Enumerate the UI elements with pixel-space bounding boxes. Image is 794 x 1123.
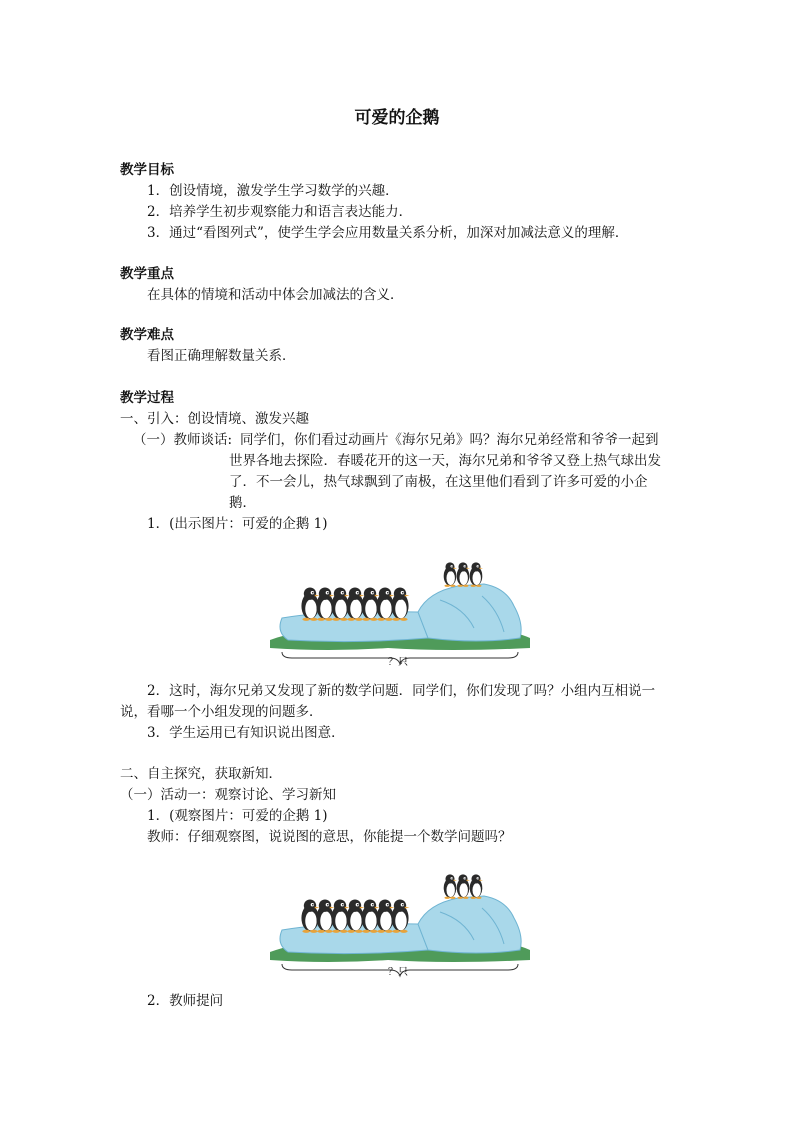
teacher-talk-line: 了．不一会儿，热气球飘到了南极，在这里他们看到了许多可爱的小企 — [229, 474, 648, 490]
objective-item: 1．创设情境，激发学生学习数学的兴趣． — [147, 183, 399, 199]
penguin-icon — [444, 562, 457, 587]
page-title: 可爱的企鹅 — [354, 108, 440, 128]
activity-title: （一）活动一：观察讨论、学习新知 — [120, 787, 336, 803]
part1-step2-line: 说，看哪一个小组发现的问题多． — [120, 704, 323, 720]
penguin-icon — [457, 562, 470, 587]
part1-step1: 1．(出示图片：可爱的企鹅 1) — [147, 516, 328, 532]
difficulties-heading: 教学难点 — [120, 327, 174, 343]
teacher-talk-line: 鹅． — [229, 495, 256, 511]
penguin-icon — [457, 874, 470, 899]
key-points-text: 在具体的情境和活动中体会加减法的含义． — [147, 287, 404, 303]
ice-floe-right — [418, 896, 521, 953]
part1-step3: 3．学生运用已有知识说出图意． — [147, 725, 345, 741]
figure-caption: ？只 — [388, 657, 408, 668]
teacher-talk-line: 世界各地去探险．春暖花开的这一天，海尔兄弟和爷爷又登上热气球出发 — [229, 453, 661, 469]
process-heading: 教学过程 — [120, 390, 174, 406]
penguin-icon — [470, 874, 483, 899]
objectives-heading: 教学目标 — [120, 162, 174, 178]
teacher-question: 教师：仔细观察图，说说图的意思，你能提一个数学问题吗？ — [147, 829, 512, 845]
figure-caption: ？只 — [388, 967, 408, 978]
part2-title: 二、自主探究，获取新知． — [120, 766, 282, 782]
penguin-figure-1 — [268, 548, 532, 668]
penguin-figure-2 — [268, 860, 532, 980]
difficulties-text: 看图正确理解数量关系． — [147, 348, 296, 364]
ice-floe-right — [418, 584, 521, 641]
key-points-heading: 教学重点 — [120, 266, 174, 282]
penguin-icon — [470, 562, 483, 587]
part1-step2-line: 2．这时，海尔兄弟又发现了新的数学问题．同学们，你们发现了吗？小组内互相说一 — [147, 683, 656, 699]
part2-step2: 2．教师提问 — [147, 993, 224, 1009]
teacher-talk-label: （一）教师谈话: — [133, 432, 233, 448]
part2-step1: 1．(观察图片：可爱的企鹅 1) — [147, 808, 328, 824]
objective-item: 2．培养学生初步观察能力和语言表达能力． — [147, 204, 413, 220]
teacher-talk-line: 同学们，你们看过动画片《海尔兄弟》吗？海尔兄弟经常和爷爷一起到 — [240, 432, 659, 448]
objective-item: 3．通过“看图列式”，使学生学会应用数量关系分析，加深对加减法意义的理解． — [147, 225, 629, 241]
part1-title: 一、引入：创设情境、激发兴趣 — [120, 411, 309, 427]
penguin-icon — [444, 874, 457, 899]
